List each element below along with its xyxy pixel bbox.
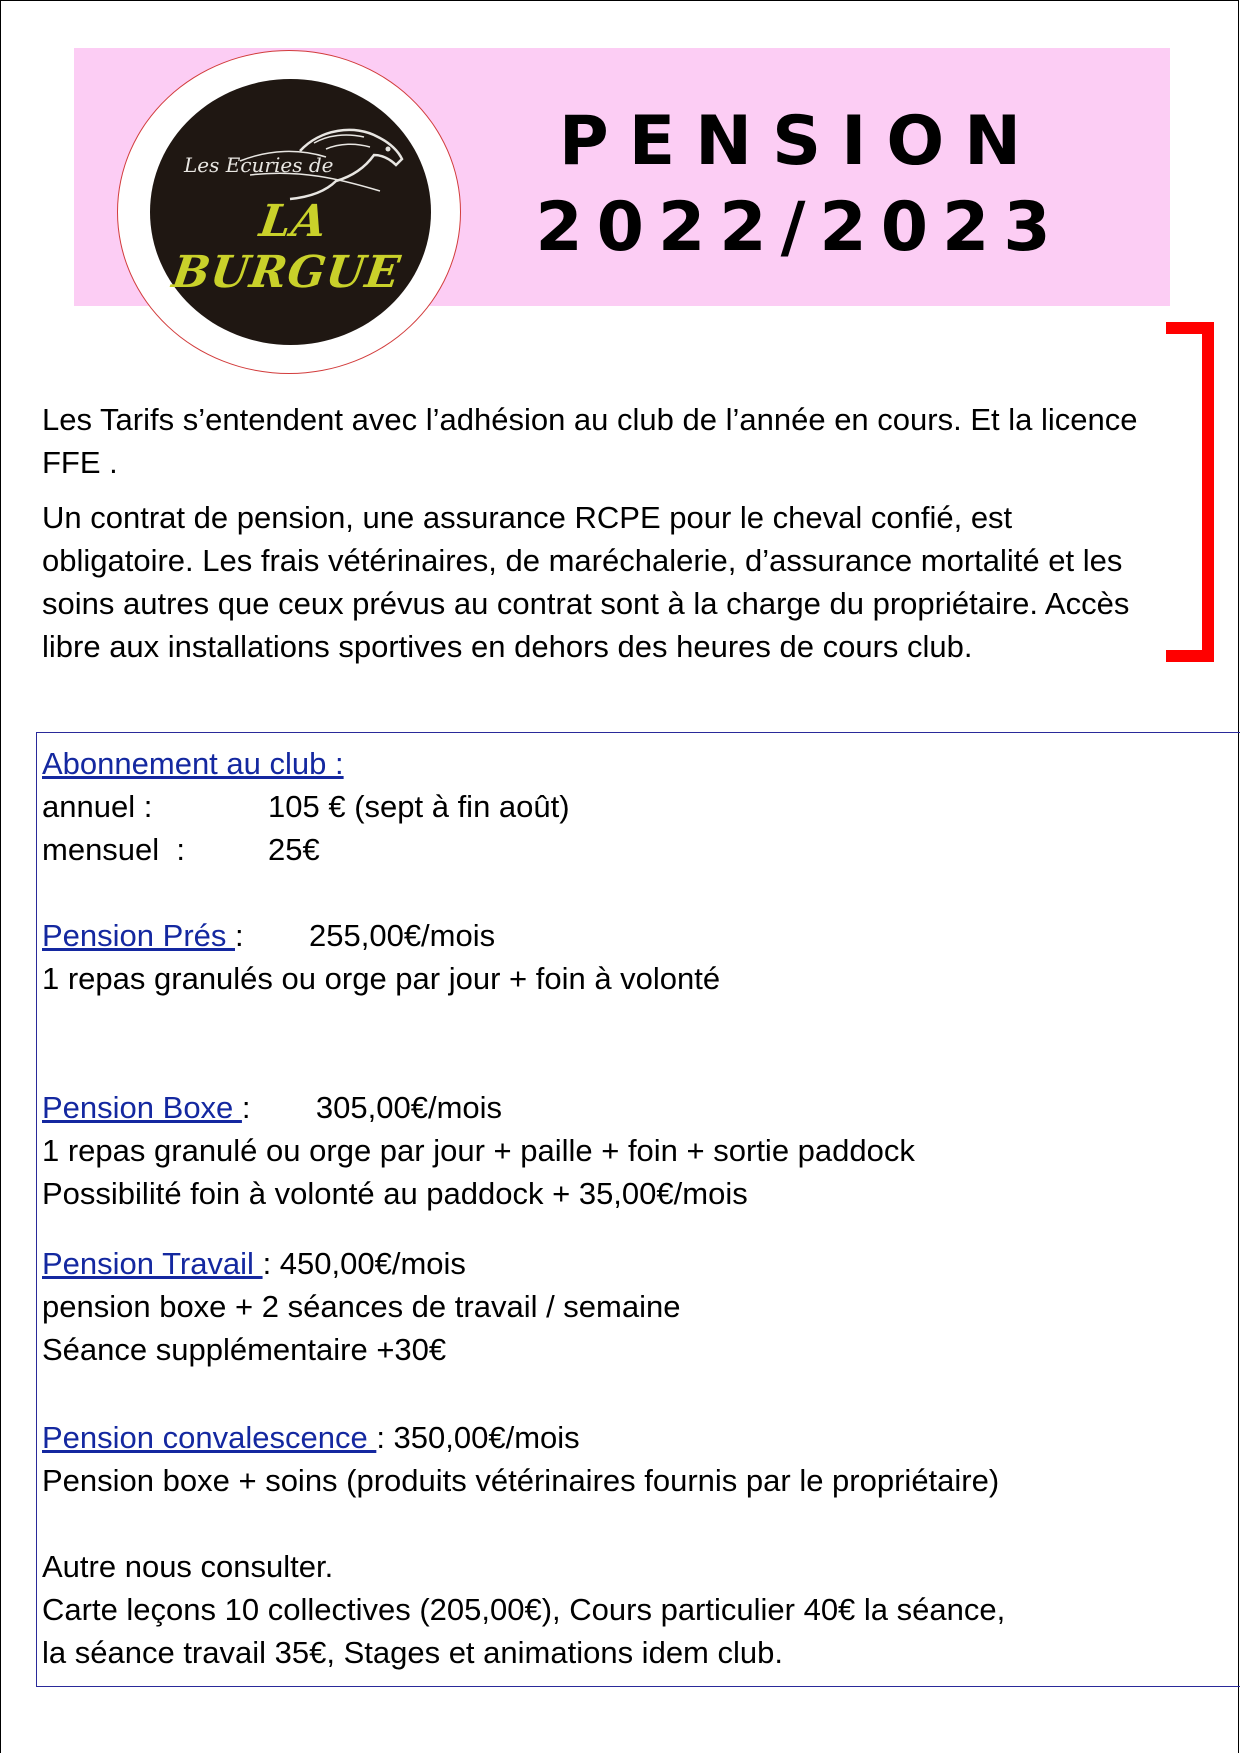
pension-travail-desc-1: pension boxe + 2 séances de travail / semaine — [42, 1289, 681, 1324]
pension-boxe-link[interactable]: Pension Boxe — [42, 1090, 242, 1125]
pension-convalescence-desc: Pension boxe + soins (produits vétérinaires fournis par le propriétaire) — [42, 1463, 1000, 1498]
pension-pres-link[interactable]: Pension Prés — [42, 918, 235, 953]
pension-travail-price: : 450,00€/mois — [262, 1246, 466, 1281]
annual-value: 105 € (sept à fin août) — [268, 789, 570, 824]
pension-boxe-price: 305,00€/mois — [315, 1090, 503, 1125]
pension-travail-desc-2: Séance supplémentaire +30€ — [42, 1332, 447, 1367]
pension-boxe-colon: : — [241, 1090, 251, 1125]
pension-boxe-heading-line — [42, 1086, 1232, 1129]
abonnement-heading-line — [42, 742, 1232, 785]
annual-label: annuel : — [42, 789, 153, 824]
pension-convalescence-price: : 350,00€/mois — [376, 1420, 580, 1455]
logo-brand-text: LA BURGUE — [169, 196, 404, 298]
page-subtitle-year: 2022/2023 — [535, 188, 1065, 267]
abonnement-link[interactable]: Abonnement au club — [42, 746, 335, 781]
pension-pres-price: 255,00€/mois — [309, 918, 496, 953]
intro-paragraph-1: Les Tarifs s’entendent avec l’adhésion au club de l’année en cours. Et la licence FFE . — [42, 402, 1138, 480]
pension-pres-desc: 1 repas granulés ou orge par jour + foin à volonté — [42, 961, 721, 996]
pension-convalescence-link[interactable]: Pension convalescence — [42, 1420, 377, 1455]
pension-convalescence-heading-line — [42, 1416, 1232, 1459]
monthly-value: 25€ — [268, 832, 320, 867]
abonnement-colon: : — [335, 746, 344, 781]
monthly-row — [42, 828, 1232, 871]
logo-small-text: Les Ecuries de — [184, 153, 334, 177]
pension-boxe-desc-2: Possibilité foin à volonté au paddock + 35,00€/mois — [42, 1176, 748, 1211]
pricing-content — [42, 742, 1232, 1674]
intro-section — [42, 398, 1162, 680]
pension-pres-heading-line — [42, 914, 1232, 957]
page-title: PENSION — [558, 102, 1042, 181]
intro-paragraph-2: Un contrat de pension, une assurance RCPE pour le cheval confié, est obligatoire. Les frais vétérinaires, de maréchalerie, d’assurance mortalité et les soins autres que ceux prévus au contrat sont à la charge du propriétaire. Accès libre aux installations sportives en dehors des heures de cours club. — [42, 500, 1130, 664]
pension-travail-link[interactable]: Pension Travail — [42, 1246, 263, 1281]
pension-boxe-desc-1: 1 repas granulé ou orge par jour + paille + foin + sortie paddock — [42, 1133, 915, 1168]
footer-line-3: la séance travail 35€, Stages et animations idem club. — [42, 1635, 783, 1670]
pension-travail-heading-line — [42, 1242, 1232, 1285]
footer-line-2: Carte leçons 10 collectives (205,00€), Cours particulier 40€ la séance, — [42, 1592, 1006, 1627]
footer-line-1: Autre nous consulter. — [42, 1549, 334, 1584]
annual-row — [42, 785, 1232, 828]
red-bracket-decoration — [1166, 322, 1214, 662]
pension-pres-colon: : — [235, 918, 244, 953]
monthly-label: mensuel : — [42, 832, 186, 867]
